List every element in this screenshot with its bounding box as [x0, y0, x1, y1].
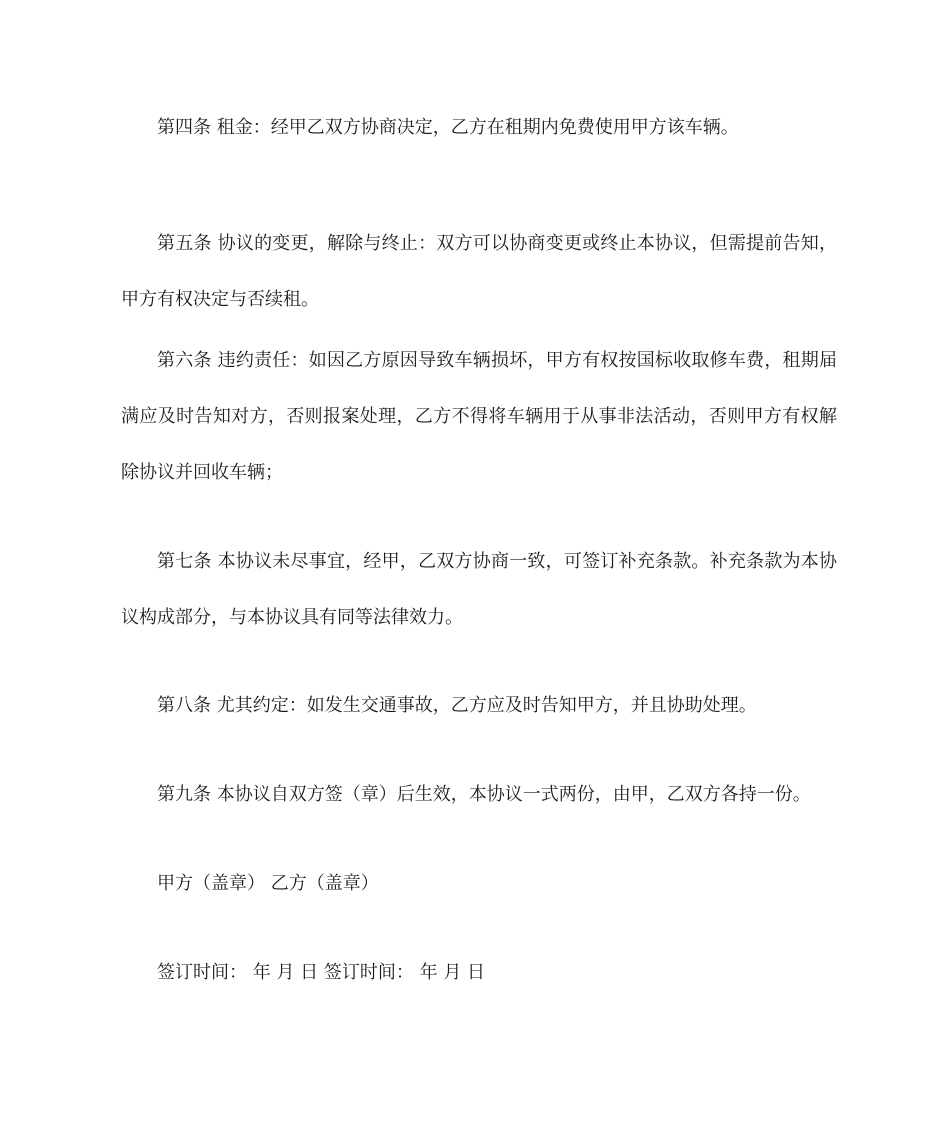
article-7: 第七条 本协议未尽事宜，经甲，乙双方协商一致，可签订补充条款。补充条款为本协议构成部分，与本协议具有同等法律效力。	[121, 551, 837, 628]
article-9: 第九条 本协议自双方签（章）后生效，本协议一式两份，由甲，乙双方各持一份。	[157, 784, 811, 805]
date-line: 签订时间： 年 月 日 签订时间： 年 月 日	[157, 962, 486, 983]
article-6: 第六条 违约责任：如因乙方原因导致车辆损坏，甲方有权按国标收取修车费，租期届满应及时告知对方，否则报案处理，乙方不得将车辆用于从事非法活动，否则甲方有权解除协议并回收车辆；	[121, 350, 837, 483]
signature-line: 甲方（盖章） 乙方（盖章）	[157, 873, 379, 894]
article-5: 第五条 协议的变更，解除与终止：双方可以协商变更或终止本协议，但需提前告知，甲方有权决定与否续租。	[121, 233, 837, 310]
article-8: 第八条 尤其约定：如发生交通事故，乙方应及时告知甲方，并且协助处理。	[157, 695, 757, 716]
article-4: 第四条 租金：经甲乙双方协商决定，乙方在租期内免费使用甲方该车辆。	[157, 117, 739, 138]
